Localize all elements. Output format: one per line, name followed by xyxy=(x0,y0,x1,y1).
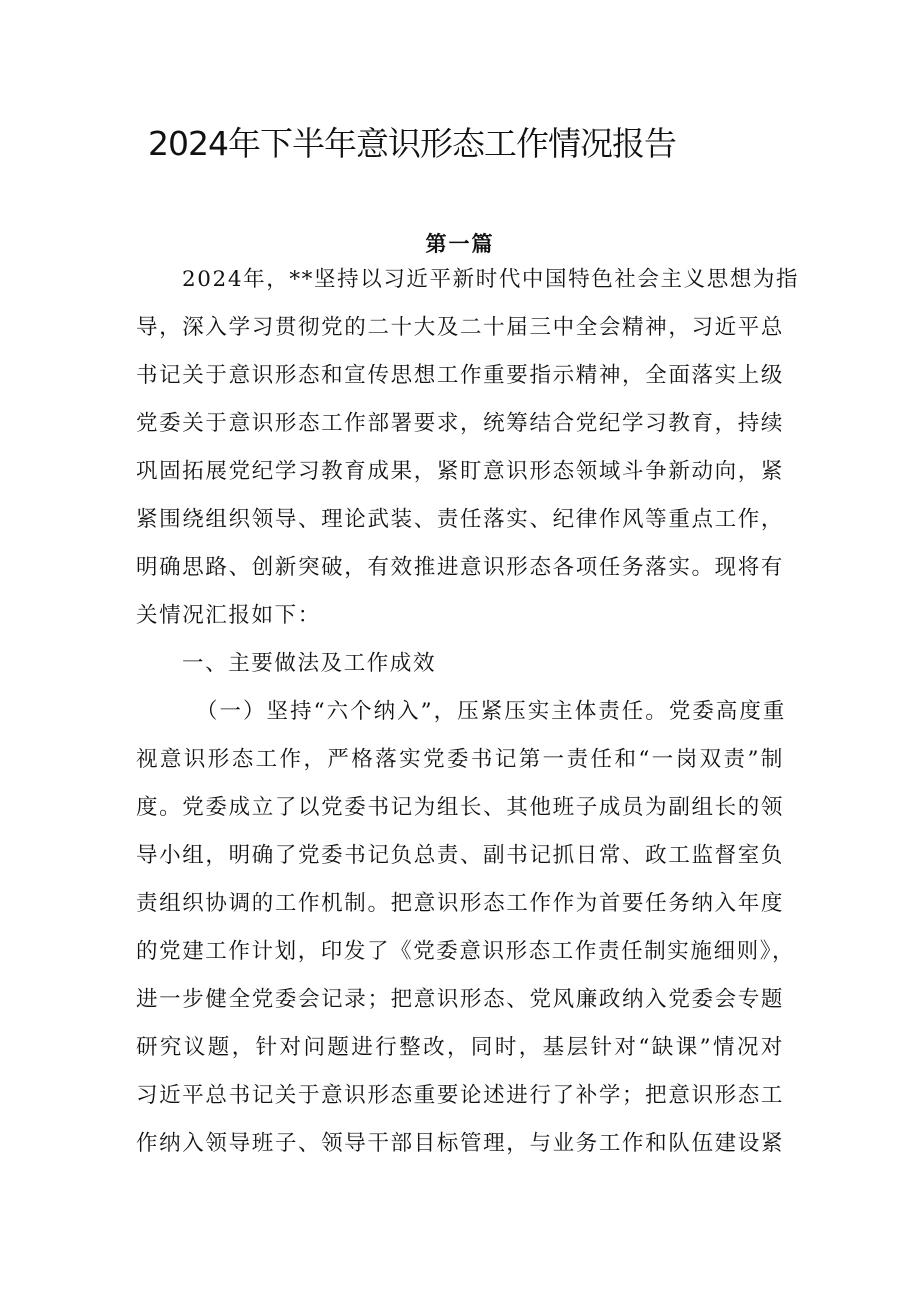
paragraph-line: 2024年，**坚持以习近平新时代中国特色社会主义思想为指 xyxy=(182,267,800,292)
paragraph-line: 明确思路、创新突破，有效推进意识形态各项任务落实。现将有 xyxy=(136,555,784,580)
heading-line: 一、主要做法及工作成效 xyxy=(182,651,437,676)
paragraph-line: 紧围绕组织领导、理论武装、责任落实、纪律作风等重点工作， xyxy=(136,507,784,532)
paragraph-line: （一）坚持“六个纳入”，压紧压实主体责任。党委高度重 xyxy=(196,699,786,724)
document-title: 2024年下半年意识形态工作情况报告 xyxy=(148,124,676,163)
paragraph-line: 习近平总书记关于意识形态重要论述进行了补学；把意识形态工 xyxy=(136,1083,784,1108)
paragraph-line: 党委关于意识形态工作部署要求，统筹结合党纪学习教育，持续 xyxy=(136,411,784,436)
paragraph-line: 视意识形态工作，严格落实党委书记第一责任和“一岗双责”制 xyxy=(136,747,784,772)
paragraph-line: 关情况汇报如下： xyxy=(136,603,321,628)
section-title: 第一篇 xyxy=(425,231,495,256)
paragraph-line: 研究议题，针对问题进行整改，同时，基层针对“缺课”情况对 xyxy=(136,1035,784,1060)
paragraph-line: 作纳入领导班子、领导干部目标管理，与业务工作和队伍建设紧 xyxy=(136,1131,784,1156)
paragraph-line: 度。党委成立了以党委书记为组长、其他班子成员为副组长的领 xyxy=(136,795,784,820)
paragraph-line: 导，深入学习贯彻党的二十大及二十届三中全会精神，习近平总 xyxy=(136,315,784,340)
paragraph-line: 责组织协调的工作机制。把意识形态工作作为首要任务纳入年度 xyxy=(136,891,784,916)
paragraph-line: 巩固拓展党纪学习教育成果，紧盯意识形态领域斗争新动向，紧 xyxy=(136,459,784,484)
paragraph-line: 进一步健全党委会记录；把意识形态、党风廉政纳入党委会专题 xyxy=(136,987,784,1012)
paragraph-line: 导小组，明确了党委书记负总责、副书记抓日常、政工监督室负 xyxy=(136,843,784,868)
paragraph-line: 的党建工作计划，印发了《党委意识形态工作责任制实施细则》， xyxy=(136,939,796,964)
paragraph-line: 书记关于意识形态和宣传思想工作重要指示精神，全面落实上级 xyxy=(136,363,784,388)
